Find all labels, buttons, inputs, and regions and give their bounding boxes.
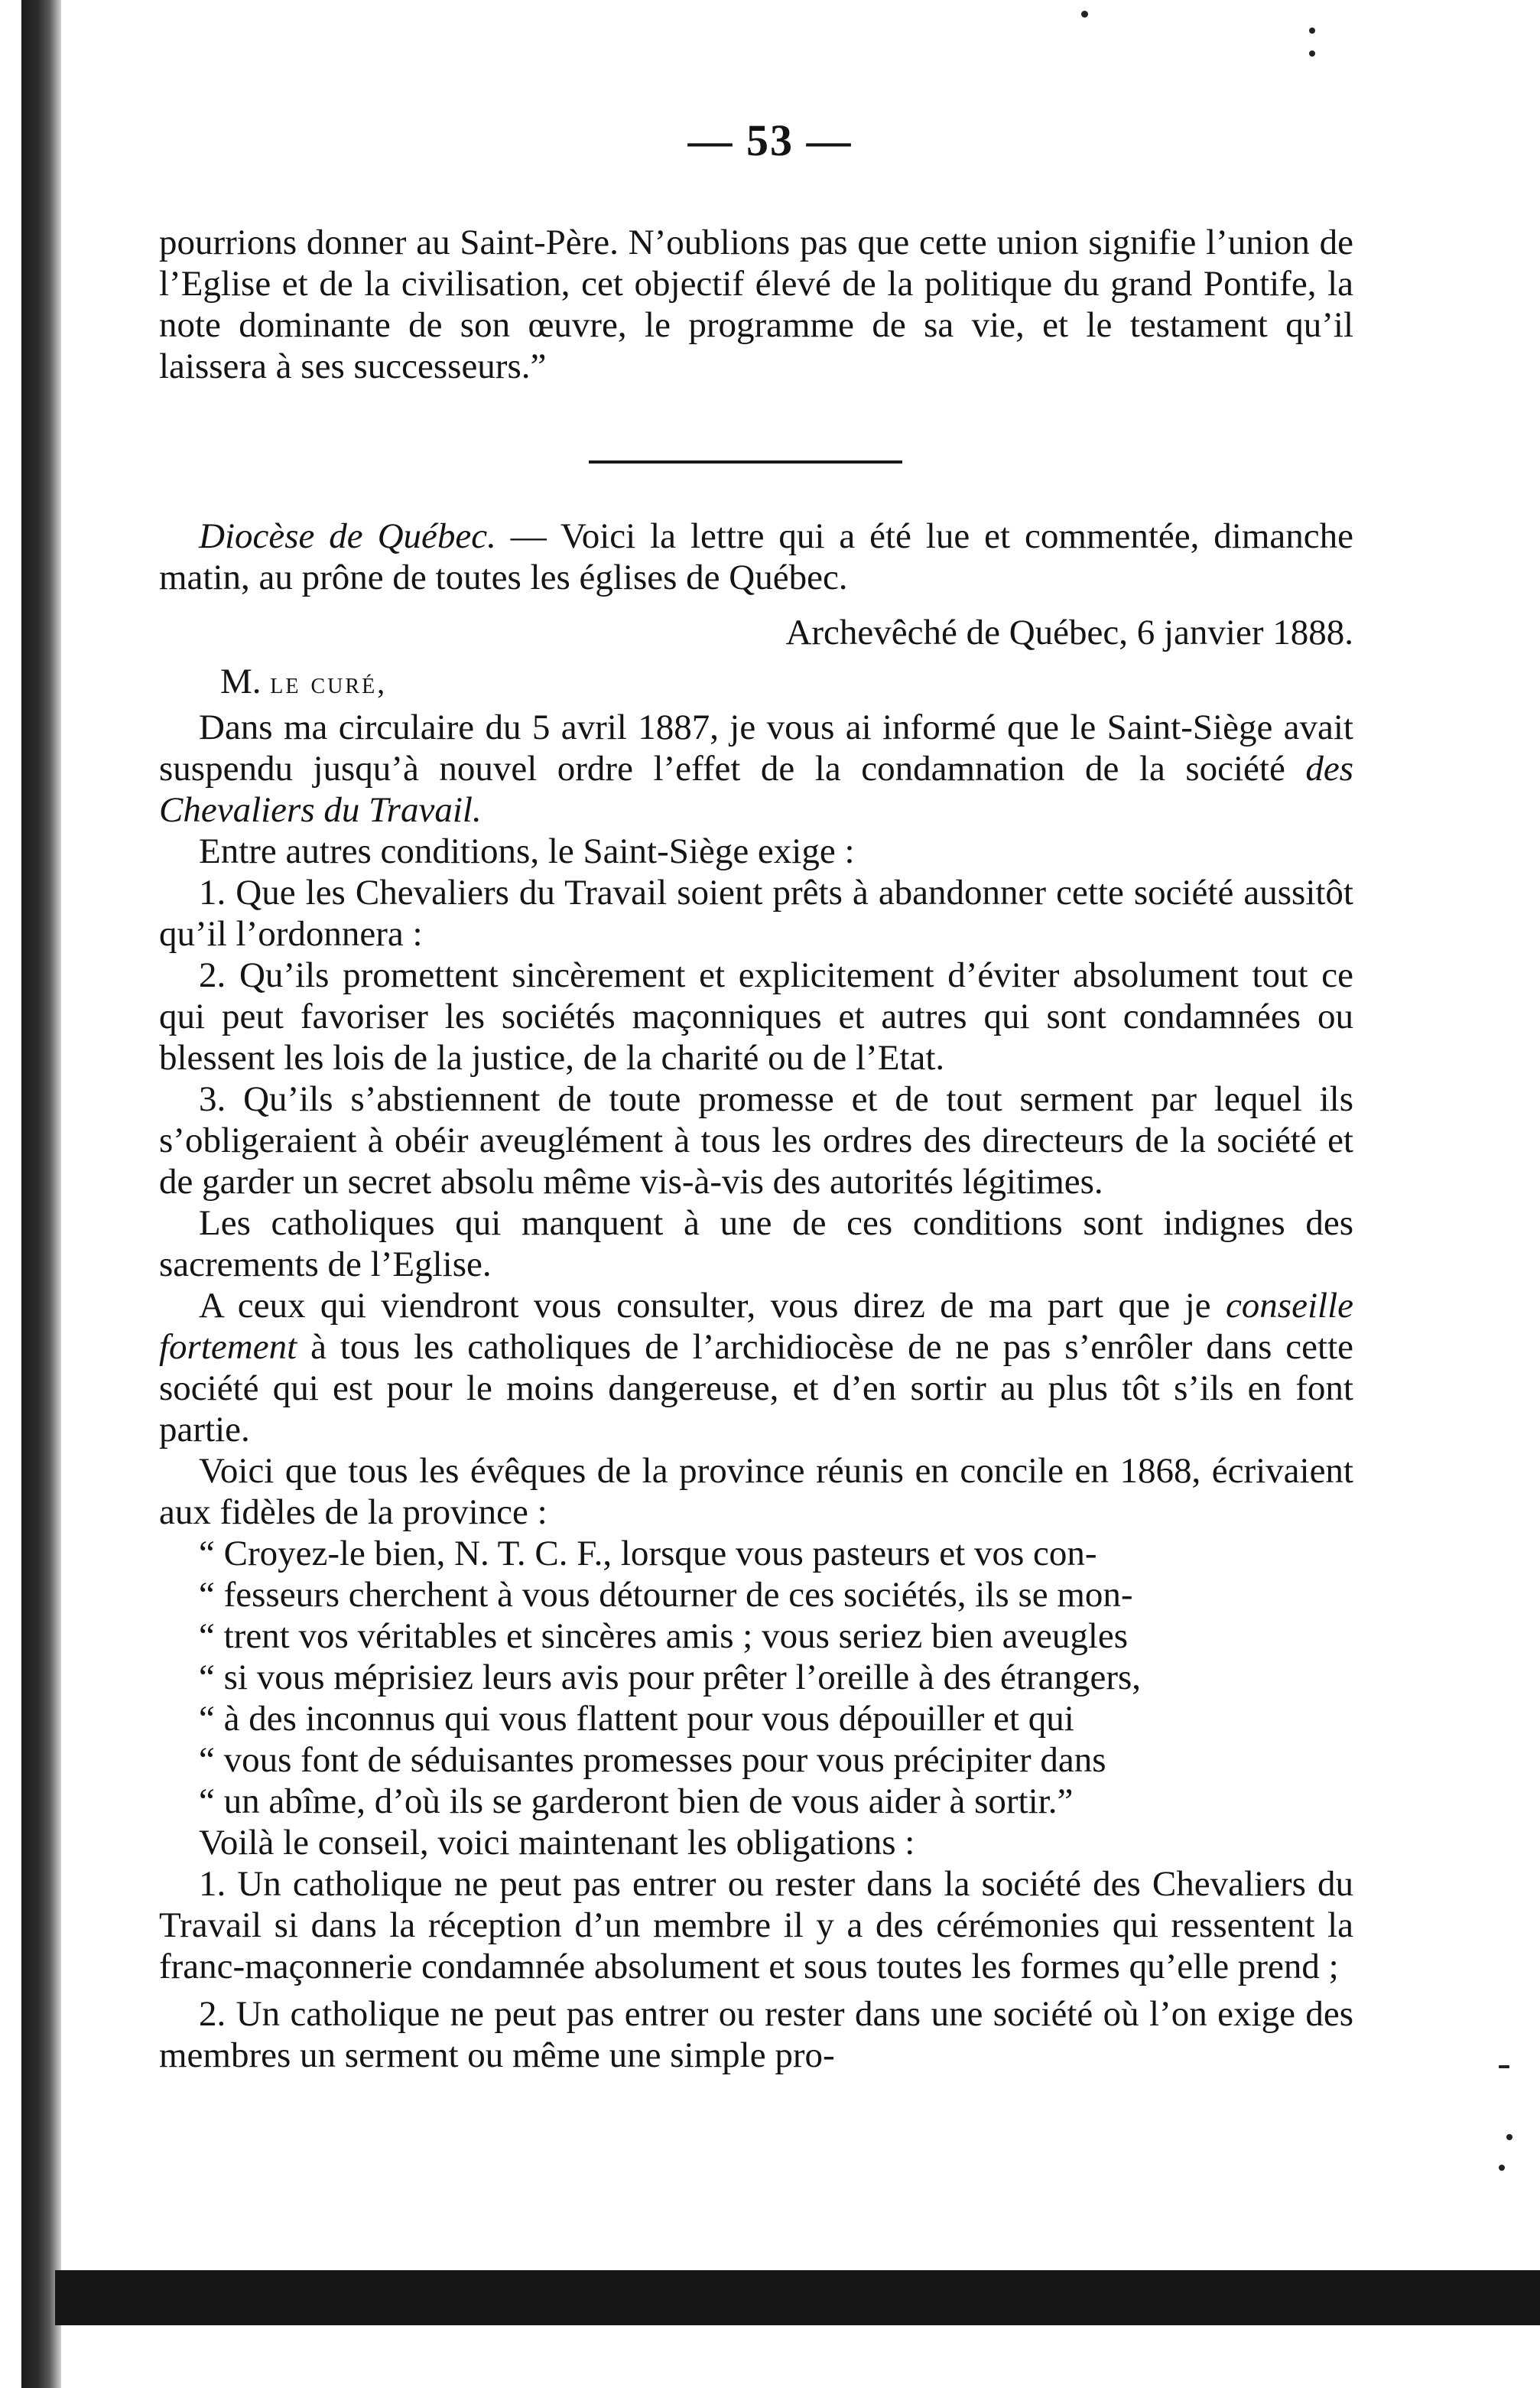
quote-line: “ Croyez-le bien, N. T. C. F., lorsque vous pasteurs et vos con- [199,1534,1097,1573]
diocese-title: Diocèse de Québec. [199,516,496,556]
quote-line: “ à des inconnus qui vous flattent pour vous dépouiller et qui [199,1699,1074,1739]
scan-speck [1506,2134,1512,2140]
letter-dateline: Archevêché de Québec, 6 janvier 1888. [785,613,1353,652]
opening-paragraph [159,222,1353,387]
condition-item: 1. Que les Chevaliers du Travail soient prêts à abandonner cette société aussitôt qu’il l’ordonnera : [159,873,1353,954]
quote-line: “ un abîme, d’où ils se garderont bien de vous aider à sortir.” [199,1781,1074,1821]
paragraph [159,1285,1353,1450]
paragraph: Voici que tous les évêques de la province réunis en concile en 1868, écrivaient aux fidèles de la province : [159,1451,1353,1532]
obligation-item: 1. Un catholique ne peut pas entrer ou rester dans la société des Chevaliers du Travail si dans la réception d’un membre il y a des cérémonies qui ressentent la franc-maçonnerie condamnée absolument et sous toutes les formes qu’elle prend ; [159,1864,1353,1986]
quote-line: “ trent vos véritables et sincères amis ; vous seriez bien aveugles [199,1616,1129,1656]
paragraph: Les catholiques qui manquent à une de ces conditions sont indignes des sacrements de l’Eglise. [159,1203,1353,1284]
paragraph-italic: conseille fortement [159,1286,1353,1367]
scan-speck [1499,2165,1505,2171]
salutation-prefix: M. [220,662,271,701]
paragraph [159,516,1353,598]
diocese-intro: — Voici la lettre qui a été lue et commentée, dimanche matin, au prône de toutes les églises de Québec. [159,516,1353,597]
quote-line: “ si vous méprisiez leurs avis pour prêter l’oreille à des étrangers, [199,1658,1142,1697]
paragraph-text: A ceux qui viendront vous consulter, vous direz de ma part que je [199,1286,1226,1326]
quote-line: “ fesseurs cherchent à vous détourner de ces sociétés, ils se mon- [199,1575,1133,1615]
scan-left-edge [21,0,61,2388]
paragraph: Entre autres conditions, le Saint-Siège exige : [199,831,855,871]
paragraph-text: Dans ma circulaire du 5 avril 1887, je vous ai informé que le Saint-Siège avait suspendu jusqu’à nouvel ordre l’effet de la condamnation de la société [159,708,1353,789]
scan-speck [1309,50,1315,57]
scan-speck [1499,2065,1509,2068]
paragraph [159,707,1353,831]
page-number: — 53 — [687,115,853,165]
condition-item: 3. Qu’ils s’abstiennent de toute promesse et de tout serment par lequel ils s’obligeraient à obéir aveuglément à tous les ordres des directeurs de la société et de garder un secret absolu même vis-à-vis des autorités légitimes. [159,1079,1353,1202]
paragraph-italic: des Chevaliers du Travail. [159,749,1353,830]
condition-item: 2. Qu’ils promettent sincèrement et explicitement d’éviter absolument tout ce qui peut favoriser les sociétés maçonniques et autres qui sont condamnées ou blessent les lois de la justice, de la charité ou de l’Etat. [159,955,1353,1078]
scan-speck [1309,28,1315,34]
scan-bottom-edge [55,2270,1540,2325]
section-divider [589,460,902,464]
paragraph: Voilà le conseil, voici maintenant les obligations : [199,1823,915,1863]
salutation-title: le curé, [270,665,388,700]
paragraph: pourrions donner au Saint-Père. N’oublions pas que cette union signifie l’union de l’Eglise et de la civilisation, cet objectif élevé de la politique du grand Pontife, la note dominante de son œuvre, le programme de sa vie, et le testament qu’il laissera à ses successeurs.” [159,223,1353,386]
obligation-item: 2. Un catholique ne peut pas entrer ou rester dans une société où l’on exige des membres un serment ou même une simple pro- [159,1994,1353,2075]
scan-speck [1081,11,1088,18]
paragraph-text: à tous les catholiques de l’archidiocèse de ne pas s’enrôler dans cette société qui est pour le moins dangereuse, et d’en sortir au plus tôt s’ils en font partie. [159,1327,1353,1449]
letter-body [159,707,1353,2076]
letter-salutation [220,661,1291,704]
diocese-heading-paragraph [159,516,1353,598]
quote-line: “ vous font de séduisantes promesses pour vous précipiter dans [199,1740,1106,1780]
